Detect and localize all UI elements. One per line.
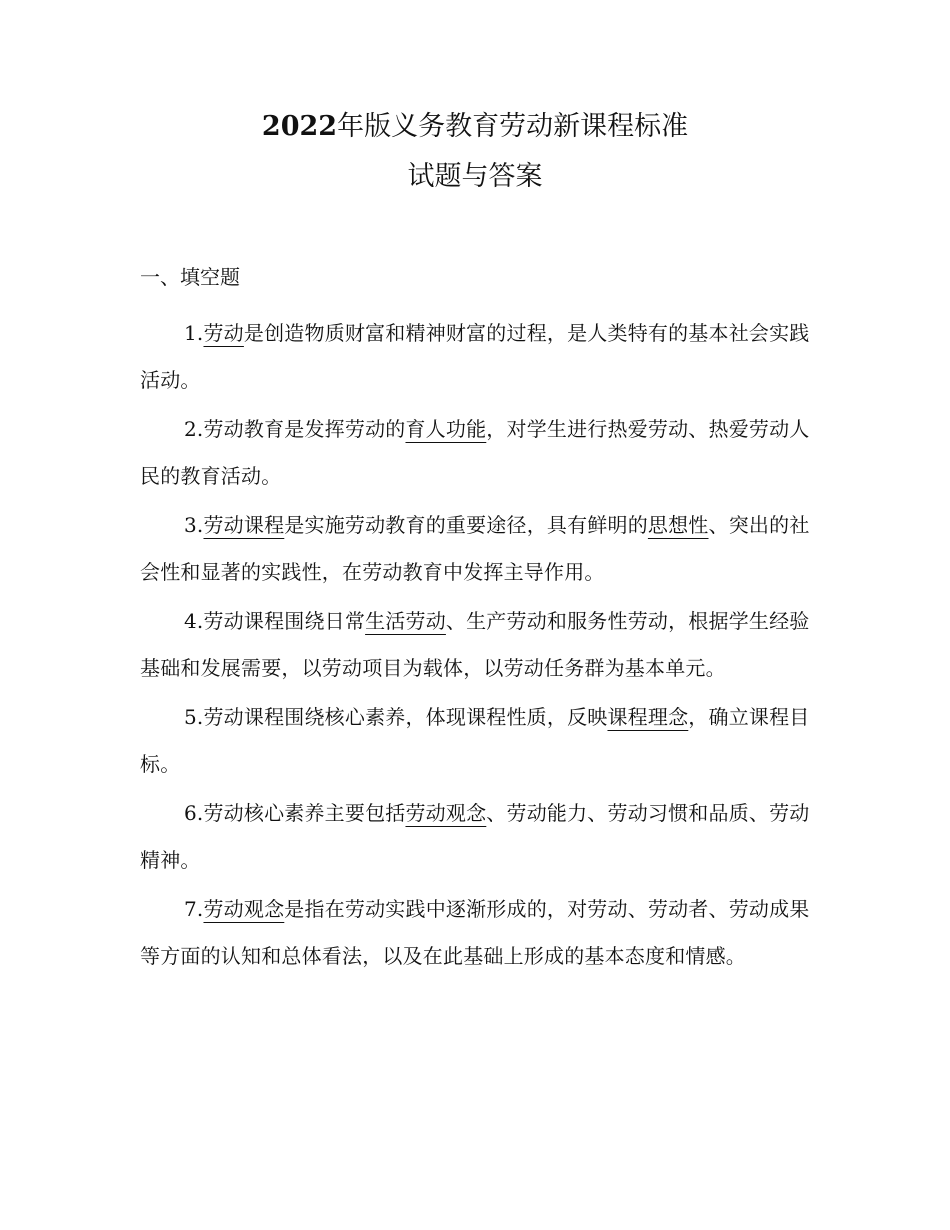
question-text: ，确立课程目标。 [140, 705, 810, 776]
question-item [140, 310, 820, 404]
question-text: 2.劳动教育是发挥劳动的 [184, 417, 406, 441]
question-text: 4.劳动课程围绕日常 [184, 609, 366, 633]
question-item [140, 886, 820, 980]
question-text: ，对学生进行热爱劳动、热爱劳动人民的教育活动。 [140, 417, 810, 488]
question-text: 7. [184, 897, 204, 921]
answer-blank: 课程理念 [607, 705, 689, 729]
answer-blank: 劳动课程 [203, 513, 285, 537]
answer-blank: 育人功能 [405, 417, 487, 441]
question-text: 、劳动能力、劳动习惯和品质、劳动精神。 [140, 801, 810, 872]
question-item [140, 790, 820, 884]
answer-blank: 生活劳动 [365, 609, 446, 633]
title-year: 2022 [261, 111, 338, 142]
question-text: 3. [184, 513, 204, 537]
question-text: 6.劳动核心素养主要包括 [184, 801, 406, 825]
question-text: 是指在劳动实践中逐渐形成的，对劳动、劳动者、劳动成果等方面的认知和总体看法，以及在此基础上形成的基本态度和情感。 [140, 897, 810, 968]
answer-blank: 劳动观念 [203, 897, 285, 921]
question-item [140, 406, 820, 500]
question-text: 5.劳动课程围绕核心素养，体现课程性质，反映 [184, 705, 608, 729]
title-text: 年版义务教育劳动新课程标准 [337, 111, 689, 142]
question-text: 、生产劳动和服务性劳动，根据学生经验基础和发展需要，以劳动项目为载体，以劳动任务群为基本单元。 [140, 609, 810, 680]
answer-blank: 劳动观念 [405, 801, 487, 825]
question-text: 是实施劳动教育的重要途径，具有鲜明的 [284, 513, 648, 537]
question-item [140, 598, 820, 692]
question-item [140, 502, 820, 596]
document-subtitle: 试题与答案 [407, 161, 543, 192]
question-text: 是创造物质财富和精神财富的过程，是人类特有的基本社会实践活动。 [140, 321, 810, 392]
question-list [140, 310, 820, 982]
document-title [0, 110, 950, 144]
answer-blank: 劳动 [203, 321, 244, 345]
answer-blank: 思想性 [647, 513, 709, 537]
question-text: 1. [184, 321, 204, 345]
question-item [140, 694, 820, 788]
section-heading: 一、填空题 [140, 265, 240, 289]
question-text: 、突出的社会性和显著的实践性，在劳动教育中发挥主导作用。 [140, 513, 810, 584]
